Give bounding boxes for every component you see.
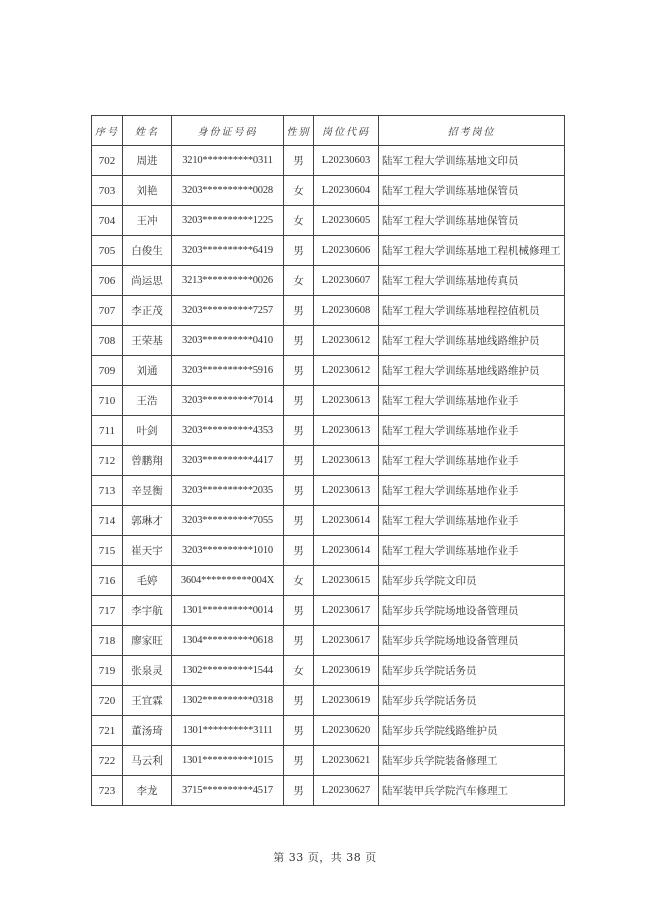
header-id-number: 身份证号码	[172, 116, 284, 146]
cell-gender: 男	[284, 626, 314, 656]
cell-post-code: L20230617	[314, 596, 379, 626]
cell-gender: 男	[284, 686, 314, 716]
cell-seq: 707	[92, 296, 123, 326]
cell-seq: 719	[92, 656, 123, 686]
cell-post: 陆军步兵学院话务员	[379, 656, 565, 686]
cell-gender: 男	[284, 596, 314, 626]
cell-post-code: L20230613	[314, 416, 379, 446]
cell-id-number: 1302**********1544	[172, 656, 284, 686]
cell-name: 廖家旺	[123, 626, 172, 656]
cell-post-code: L20230606	[314, 236, 379, 266]
cell-gender: 男	[284, 506, 314, 536]
table-row	[92, 506, 565, 536]
cell-post: 陆军装甲兵学院汽车修理工	[379, 776, 565, 806]
cell-seq: 713	[92, 476, 123, 506]
cell-name: 白俊生	[123, 236, 172, 266]
cell-post: 陆军工程大学训练基地线路维护员	[379, 356, 565, 386]
cell-name: 王浩	[123, 386, 172, 416]
cell-post-code: L20230620	[314, 716, 379, 746]
table-row	[92, 746, 565, 776]
cell-seq: 715	[92, 536, 123, 566]
cell-post: 陆军工程大学训练基地作业手	[379, 446, 565, 476]
cell-post-code: L20230604	[314, 176, 379, 206]
cell-seq: 706	[92, 266, 123, 296]
cell-name: 马云利	[123, 746, 172, 776]
cell-post: 陆军步兵学院装备修理工	[379, 746, 565, 776]
cell-post-code: L20230613	[314, 386, 379, 416]
cell-id-number: 3203**********0028	[172, 176, 284, 206]
cell-post-code: L20230627	[314, 776, 379, 806]
cell-seq: 720	[92, 686, 123, 716]
cell-name: 曾鹏翔	[123, 446, 172, 476]
cell-seq: 708	[92, 326, 123, 356]
cell-name: 李龙	[123, 776, 172, 806]
cell-id-number: 1301**********1015	[172, 746, 284, 776]
cell-post: 陆军工程大学训练基地程控值机员	[379, 296, 565, 326]
cell-gender: 男	[284, 776, 314, 806]
cell-name: 李宇航	[123, 596, 172, 626]
cell-seq: 710	[92, 386, 123, 416]
table-body	[92, 146, 565, 806]
cell-id-number: 1301**********3111	[172, 716, 284, 746]
cell-name: 王冲	[123, 206, 172, 236]
cell-seq: 711	[92, 416, 123, 446]
cell-post-code: L20230603	[314, 146, 379, 176]
cell-post-code: L20230605	[314, 206, 379, 236]
cell-post-code: L20230619	[314, 686, 379, 716]
table-row	[92, 326, 565, 356]
cell-id-number: 1302**********0318	[172, 686, 284, 716]
cell-post: 陆军步兵学院场地设备管理员	[379, 596, 565, 626]
cell-post-code: L20230607	[314, 266, 379, 296]
cell-name: 李正茂	[123, 296, 172, 326]
cell-post: 陆军步兵学院线路维护员	[379, 716, 565, 746]
table-row	[92, 146, 565, 176]
cell-seq: 718	[92, 626, 123, 656]
cell-name: 崔天宇	[123, 536, 172, 566]
cell-id-number: 3203**********5916	[172, 356, 284, 386]
candidate-table	[91, 115, 565, 806]
table-row	[92, 416, 565, 446]
table-row	[92, 386, 565, 416]
cell-id-number: 3203**********7257	[172, 296, 284, 326]
cell-gender: 女	[284, 266, 314, 296]
cell-name: 周进	[123, 146, 172, 176]
header-post: 招考岗位	[379, 116, 565, 146]
header-post-code: 岗位代码	[314, 116, 379, 146]
cell-post: 陆军工程大学训练基地作业手	[379, 536, 565, 566]
cell-gender: 男	[284, 296, 314, 326]
cell-gender: 男	[284, 326, 314, 356]
cell-id-number: 3203**********4417	[172, 446, 284, 476]
table-row	[92, 236, 565, 266]
table-row	[92, 566, 565, 596]
cell-id-number: 1304**********0618	[172, 626, 284, 656]
cell-post: 陆军工程大学训练基地传真员	[379, 266, 565, 296]
cell-post: 陆军工程大学训练基地作业手	[379, 416, 565, 446]
cell-seq: 716	[92, 566, 123, 596]
cell-gender: 男	[284, 536, 314, 566]
cell-seq: 702	[92, 146, 123, 176]
table-row	[92, 476, 565, 506]
table-row	[92, 206, 565, 236]
cell-post: 陆军工程大学训练基地作业手	[379, 476, 565, 506]
cell-seq: 722	[92, 746, 123, 776]
cell-id-number: 3210**********0311	[172, 146, 284, 176]
table-row	[92, 176, 565, 206]
header-name: 姓名	[123, 116, 172, 146]
cell-gender: 男	[284, 356, 314, 386]
cell-gender: 男	[284, 386, 314, 416]
cell-name: 张泉灵	[123, 656, 172, 686]
table-row	[92, 356, 565, 386]
cell-post-code: L20230621	[314, 746, 379, 776]
table-row	[92, 266, 565, 296]
table-row	[92, 686, 565, 716]
cell-post-code: L20230612	[314, 326, 379, 356]
cell-name: 辛昱衡	[123, 476, 172, 506]
page-number-footer: 第 33 页，共 38 页	[273, 851, 377, 864]
cell-seq: 717	[92, 596, 123, 626]
cell-post: 陆军步兵学院文印员	[379, 566, 565, 596]
cell-name: 叶剑	[123, 416, 172, 446]
cell-post-code: L20230612	[314, 356, 379, 386]
cell-id-number: 3203**********1225	[172, 206, 284, 236]
cell-gender: 女	[284, 566, 314, 596]
table-row	[92, 296, 565, 326]
cell-name: 王宜霖	[123, 686, 172, 716]
table-row	[92, 776, 565, 806]
cell-post: 陆军工程大学训练基地保管员	[379, 206, 565, 236]
cell-post: 陆军步兵学院话务员	[379, 686, 565, 716]
header-gender: 性别	[284, 116, 314, 146]
cell-id-number: 3213**********0026	[172, 266, 284, 296]
table-row	[92, 446, 565, 476]
cell-id-number: 3203**********0410	[172, 326, 284, 356]
cell-seq: 704	[92, 206, 123, 236]
cell-post-code: L20230613	[314, 446, 379, 476]
cell-gender: 男	[284, 146, 314, 176]
cell-post-code: L20230619	[314, 656, 379, 686]
table-row	[92, 716, 565, 746]
table-row	[92, 656, 565, 686]
cell-post-code: L20230613	[314, 476, 379, 506]
cell-seq: 721	[92, 716, 123, 746]
cell-name: 郭琳才	[123, 506, 172, 536]
cell-post: 陆军工程大学训练基地保管员	[379, 176, 565, 206]
cell-name: 刘通	[123, 356, 172, 386]
header-seq: 序号	[92, 116, 123, 146]
cell-post-code: L20230617	[314, 626, 379, 656]
cell-id-number: 3604**********004X	[172, 566, 284, 596]
cell-seq: 703	[92, 176, 123, 206]
cell-seq: 712	[92, 446, 123, 476]
cell-id-number: 3203**********7055	[172, 506, 284, 536]
table-row	[92, 626, 565, 656]
cell-name: 刘艳	[123, 176, 172, 206]
table-header-row	[92, 116, 565, 146]
cell-gender: 男	[284, 716, 314, 746]
cell-post-code: L20230614	[314, 506, 379, 536]
table-row	[92, 536, 565, 566]
cell-id-number: 3715**********4517	[172, 776, 284, 806]
cell-gender: 男	[284, 236, 314, 266]
cell-post: 陆军工程大学训练基地线路维护员	[379, 326, 565, 356]
cell-post: 陆军工程大学训练基地文印员	[379, 146, 565, 176]
cell-post: 陆军工程大学训练基地工程机械修理工	[379, 236, 565, 266]
cell-id-number: 1301**********0014	[172, 596, 284, 626]
cell-post: 陆军步兵学院场地设备管理员	[379, 626, 565, 656]
cell-id-number: 3203**********1010	[172, 536, 284, 566]
cell-seq: 723	[92, 776, 123, 806]
cell-post-code: L20230608	[314, 296, 379, 326]
cell-gender: 女	[284, 656, 314, 686]
cell-gender: 男	[284, 446, 314, 476]
cell-id-number: 3203**********7014	[172, 386, 284, 416]
table-row	[92, 596, 565, 626]
cell-post: 陆军工程大学训练基地作业手	[379, 506, 565, 536]
cell-gender: 女	[284, 176, 314, 206]
cell-seq: 714	[92, 506, 123, 536]
cell-seq: 709	[92, 356, 123, 386]
cell-id-number: 3203**********2035	[172, 476, 284, 506]
cell-id-number: 3203**********6419	[172, 236, 284, 266]
cell-post-code: L20230614	[314, 536, 379, 566]
cell-gender: 男	[284, 476, 314, 506]
cell-post: 陆军工程大学训练基地作业手	[379, 386, 565, 416]
cell-name: 毛婷	[123, 566, 172, 596]
cell-post-code: L20230615	[314, 566, 379, 596]
cell-name: 董汤琦	[123, 716, 172, 746]
cell-name: 王荣基	[123, 326, 172, 356]
cell-gender: 男	[284, 746, 314, 776]
cell-gender: 男	[284, 416, 314, 446]
cell-name: 尚运思	[123, 266, 172, 296]
cell-seq: 705	[92, 236, 123, 266]
cell-gender: 女	[284, 206, 314, 236]
cell-id-number: 3203**********4353	[172, 416, 284, 446]
